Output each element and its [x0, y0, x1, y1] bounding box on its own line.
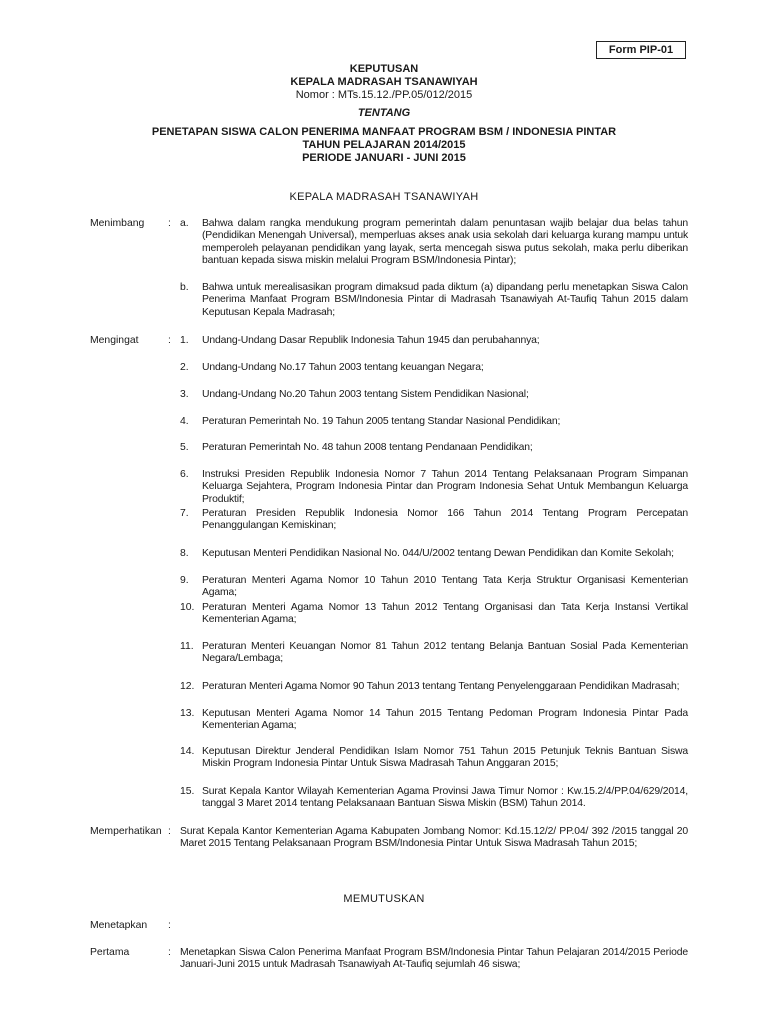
list-item-text: Keputusan Menteri Agama Nomor 14 Tahun 2015 Tentang Pedoman Program Indonesia Pintar Pada Kementerian Agama; — [202, 708, 688, 732]
list-item-number: 4. — [180, 416, 189, 427]
list-item-text: Keputusan Menteri Pendidikan Nasional No. 044/U/2002 tentang Dewan Pendidikan dan Komite Sekolah; — [202, 548, 674, 559]
list-item-text: Peraturan Menteri Agama Nomor 13 Tahun 2012 Tentang Organisasi dan Tata Kerja Instansi Vertikal Kementerian Agama; — [202, 602, 688, 626]
list-item-number: 9. — [180, 575, 189, 586]
header-subject-1: PENETAPAN SISWA CALON PENERIMA MANFAAT PROGRAM BSM / INDONESIA PINTAR — [151, 126, 617, 138]
list-item-number: 6. — [180, 469, 189, 480]
list-item-number: 8. — [180, 548, 189, 559]
menetapkan-label: Menetapkan — [90, 920, 148, 931]
list-item-number: 3. — [180, 389, 189, 400]
list-item-number: a. — [180, 218, 189, 229]
mengingat-colon: : — [168, 335, 171, 346]
list-item-text: Peraturan Pemerintah No. 19 Tahun 2005 tentang Standar Nasional Pendidikan; — [202, 416, 561, 427]
header-tentang: TENTANG — [357, 107, 411, 119]
header-keputusan: KEPUTUSAN — [349, 63, 419, 75]
mengingat-label: Mengingat — [90, 335, 139, 346]
list-item-number: 2. — [180, 362, 189, 373]
memperhatikan-label: Memperhatikan — [90, 826, 162, 837]
header-nomor: Nomor : MTs.15.12./PP.05/012/2015 — [295, 89, 473, 101]
header-subject-3: PERIODE JANUARI - JUNI 2015 — [302, 152, 466, 164]
list-item-text: Undang-Undang No.20 Tahun 2003 tentang Sistem Pendidikan Nasional; — [202, 389, 529, 400]
list-item-text: Peraturan Menteri Keuangan Nomor 81 Tahun 2012 tentang Belanja Bantuan Sosial Pada Kementerian Negara/Lembaga; — [202, 641, 688, 665]
list-item-text: Peraturan Menteri Agama Nomor 90 Tahun 2013 tentang Tentang Penyelenggaraan Pendidikan Madrasah; — [202, 681, 680, 692]
list-item-number: 13. — [180, 708, 195, 719]
list-item-text: Undang-Undang No.17 Tahun 2003 tentang keuangan Negara; — [202, 362, 484, 373]
list-item-number: 7. — [180, 508, 189, 519]
list-item-number: 10. — [180, 602, 195, 613]
list-item-text: Undang-Undang Dasar Republik Indonesia Tahun 1945 dan perubahannya; — [202, 335, 540, 346]
pertama-colon: : — [168, 947, 171, 958]
list-item-number: 1. — [180, 335, 189, 346]
list-item-text: Instruksi Presiden Republik Indonesia Nomor 7 Tahun 2014 Tentang Pelaksanaan Program Simpanan Keluarga Sejahtera, Program Indonesia Pintar dan Program Indonesia Sehat Untuk Membangun Keluarga Produktif; — [202, 469, 688, 505]
memperhatikan-colon: : — [168, 826, 171, 837]
memutuskan-title: MEMUTUSKAN — [343, 893, 425, 905]
list-item-text: Keputusan Direktur Jenderal Pendidikan Islam Nomor 751 Tahun 2015 Petunjuk Teknis Bantuan Siswa Miskin Program Indonesia Pintar Untuk Siswa Madrasah Tahun Anggaran 2015; — [202, 746, 688, 770]
list-item-number: 14. — [180, 746, 195, 757]
list-item-number: 12. — [180, 681, 195, 692]
list-item-text: Bahwa untuk merealisasikan program dimaksud pada diktum (a) dipandang perlu menetapkan Siswa Calon Penerima Manfaat Program BSM/Indonesia Pintar di Madrasah Tsanawiyah At-Taufiq Tahun 2015 dalam Keputusan Kepala Madrasah; — [202, 282, 688, 318]
menimbang-colon: : — [168, 218, 171, 229]
list-item-text: Peraturan Pemerintah No. 48 tahun 2008 tentang Pendanaan Pendidikan; — [202, 442, 533, 453]
list-item-text: Surat Kepala Kantor Wilayah Kementerian Agama Provinsi Jawa Timur Nomor : Kw.15.2/4/PP.04/629/2014, tanggal 3 Maret 2014 tentang Pelaksanaan Bantuan Siswa Miskin (BSM) Tahun 2014. — [202, 786, 688, 810]
memperhatikan-text: Surat Kepala Kantor Kementerian Agama Kabupaten Jombang Nomor: Kd.15.12/2/ PP.04/ 392 /2015 tanggal 20 Maret 2015 Tentang Pelaksanaan Program BSM/Indonesia Pintar Untuk Siswa Madrasah Tahun 2015; — [180, 826, 688, 850]
menimbang-label: Menimbang — [90, 218, 145, 229]
form-code-box: Form PIP-01 — [596, 41, 686, 59]
menetapkan-colon: : — [168, 920, 171, 931]
list-item-text: Peraturan Presiden Republik Indonesia Nomor 166 Tahun 2014 Tentang Program Percepatan Penanggulangan Kemiskinan; — [202, 508, 688, 532]
list-item-number: 15. — [180, 786, 195, 797]
header-kepala: KEPALA MADRASAH TSANAWIYAH — [290, 76, 478, 88]
list-item-number: b. — [180, 282, 189, 293]
list-item-text: Bahwa dalam rangka mendukung program pemerintah dalam penuntasan wajib belajar dua belas tahun (Pendidikan Menengah Universal), memperluas akses anak usia sekolah dari keluarga kurang mampu untuk memperoleh pelayanan pendidikan yang layak, serta mencegah siswa putus sekolah, maka perlu diberikan bantuan kepada siswa miskin melalui Program BSM/Indonesia Pintar); — [202, 218, 688, 267]
official-title: KEPALA MADRASAH TSANAWIYAH — [289, 191, 479, 203]
pertama-text: Menetapkan Siswa Calon Penerima Manfaat Program BSM/Indonesia Pintar Tahun Pelajaran 2014/2015 Periode Januari-Juni 2015 untuk Madrasah Tsanawiyah At-Taufiq sejumlah 46 siswa; — [180, 947, 688, 971]
header-subject-2: TAHUN PELAJARAN 2014/2015 — [302, 139, 466, 151]
list-item-number: 5. — [180, 442, 189, 453]
list-item-text: Peraturan Menteri Agama Nomor 10 Tahun 2010 Tentang Tata Kerja Struktur Organisasi Kementerian Agama; — [202, 575, 688, 599]
pertama-label: Pertama — [90, 947, 130, 958]
list-item-number: 11. — [180, 641, 194, 652]
